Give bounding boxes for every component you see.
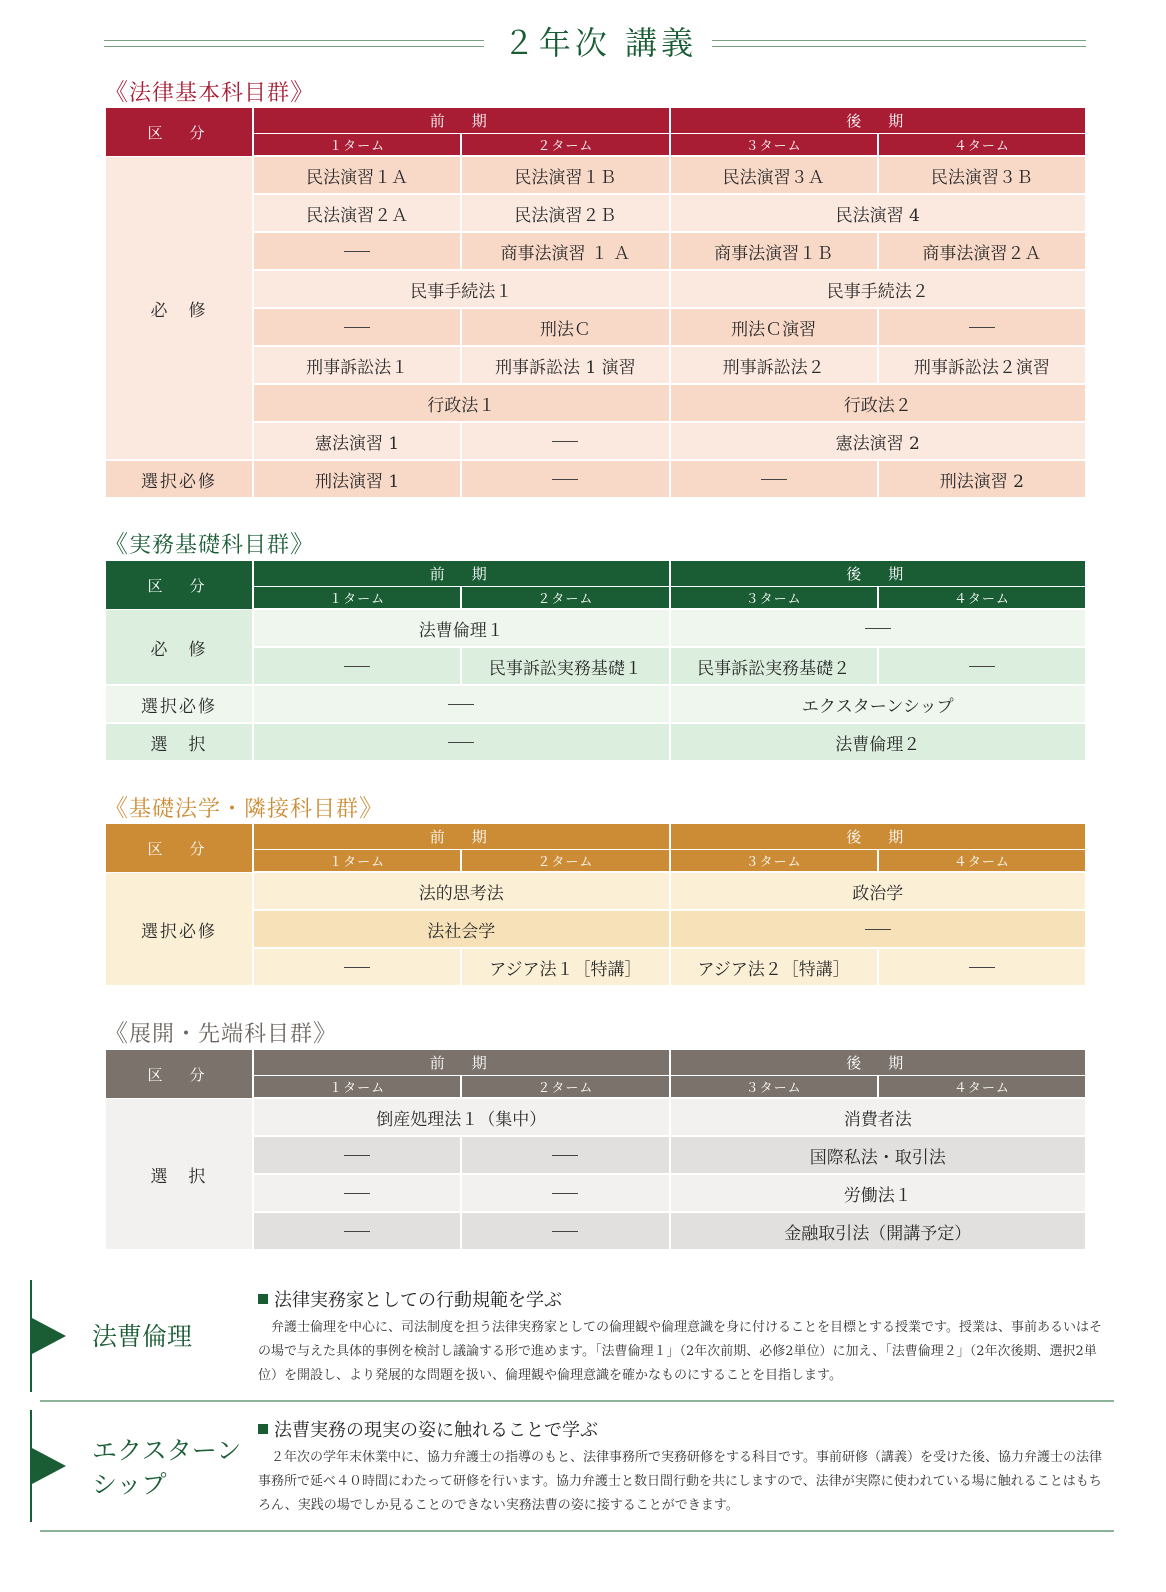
title-rule-right — [712, 40, 1086, 47]
description-heading — [258, 1286, 562, 1312]
table-fundamental-law — [104, 824, 1087, 987]
category-header: 区 分 — [106, 1050, 252, 1099]
section-title: 基礎法学・隣接科目群 — [129, 797, 360, 822]
course-cell: 刑事訴訟法２ — [671, 347, 877, 385]
term-3-header: ３ターム — [671, 587, 877, 610]
course-cell: 法曹倫理２ — [671, 724, 1086, 762]
term-2-header: ２ターム — [462, 587, 668, 610]
empty-cell-dash — [254, 1175, 460, 1213]
dash-mark — [552, 1231, 578, 1232]
section-title: 法律基本科目群 — [129, 81, 291, 106]
table-advanced — [104, 1050, 1087, 1251]
course-cell: 民法演習１Ａ — [254, 157, 460, 195]
section-title: 展開・先端科目群 — [129, 1022, 314, 1047]
course-cell: 商事法演習１Ｂ — [671, 233, 877, 271]
triangle-arrow-icon — [32, 1448, 66, 1484]
bracket-close: 》 — [290, 78, 316, 106]
course-cell: 民法演習２Ａ — [254, 195, 460, 233]
course-cell: 刑法演習 2 — [879, 461, 1085, 499]
page-title-area — [0, 18, 1166, 66]
term-4-header: ４ターム — [879, 587, 1085, 610]
empty-cell-dash — [462, 1213, 668, 1251]
dash-mark — [344, 1231, 370, 1232]
course-cell: 金融取引法（開講予定） — [671, 1213, 1086, 1251]
section-title: 実務基礎科目群 — [129, 533, 291, 558]
dash-mark — [344, 967, 370, 968]
term-1-header: １ターム — [254, 134, 460, 157]
empty-cell-dash — [879, 949, 1085, 987]
empty-cell-dash — [254, 1213, 460, 1251]
course-cell: 倒産処理法１（集中） — [254, 1099, 669, 1137]
dash-mark — [344, 251, 370, 252]
first-half-header: 前 期 — [254, 108, 669, 134]
course-cell: 民法演習３Ｂ — [879, 157, 1085, 195]
category-header: 区 分 — [106, 824, 252, 873]
course-cell: アジア法１［特講］ — [462, 949, 668, 987]
first-half-header: 前 期 — [254, 824, 669, 850]
empty-cell-dash — [879, 648, 1085, 686]
divider — [40, 1400, 1114, 1402]
second-half-header: 後 期 — [671, 561, 1086, 587]
course-name: 法曹倫理 — [92, 1322, 193, 1351]
dash-mark — [448, 704, 474, 705]
course-cell: 刑法演習 1 — [254, 461, 460, 499]
course-cell: 商事法演習 １ Ａ — [462, 233, 668, 271]
empty-cell-dash — [254, 724, 669, 762]
dash-mark — [448, 742, 474, 743]
bracket-open: 《 — [104, 78, 129, 106]
term-2-header: ２ターム — [462, 850, 668, 873]
category-header: 区 分 — [106, 561, 252, 610]
dash-mark — [552, 1193, 578, 1194]
course-cell: 民法演習２Ｂ — [462, 195, 668, 233]
course-cell: 民法演習１Ｂ — [462, 157, 668, 195]
course-cell: 刑法Ｃ演習 — [671, 309, 877, 347]
course-cell: 民事手続法２ — [671, 271, 1086, 309]
term-4-header: ４ターム — [879, 850, 1085, 873]
title-rule-left — [104, 40, 484, 47]
dash-mark — [969, 967, 995, 968]
second-half-header: 後 期 — [671, 108, 1086, 134]
empty-cell-dash — [671, 461, 877, 499]
square-bullet-icon — [258, 1424, 268, 1434]
category-elective-required: 選択必修 — [106, 461, 252, 499]
empty-cell-dash — [254, 648, 460, 686]
first-half-header: 前 期 — [254, 561, 669, 587]
empty-cell-dash — [254, 686, 669, 724]
section-heading-fundamental-law — [104, 788, 384, 823]
course-cell: エクスターンシップ — [671, 686, 1086, 724]
course-cell: 政治学 — [671, 873, 1086, 911]
course-cell: 民事訴訟実務基礎２ — [671, 648, 877, 686]
square-bullet-icon — [258, 1294, 268, 1304]
bracket-close: 》 — [290, 530, 316, 558]
second-half-header: 後 期 — [671, 1050, 1086, 1076]
course-name-line2: シップ — [92, 1470, 167, 1499]
description-externship — [30, 1410, 1114, 1534]
bracket-open: 《 — [104, 1019, 129, 1047]
course-cell: 法曹倫理１ — [254, 610, 669, 648]
term-1-header: １ターム — [254, 1076, 460, 1099]
course-cell: 民法演習 4 — [671, 195, 1086, 233]
dash-mark — [865, 929, 891, 930]
course-cell: 商事法演習２Ａ — [879, 233, 1085, 271]
section-heading-advanced — [104, 1013, 338, 1048]
course-cell: 行政法１ — [254, 385, 669, 423]
page-title: ２年次 講義 — [502, 24, 698, 62]
category-header: 区 分 — [106, 108, 252, 157]
divider — [40, 1530, 1114, 1532]
term-1-header: １ターム — [254, 850, 460, 873]
course-cell: 法的思考法 — [254, 873, 669, 911]
dash-mark — [552, 441, 578, 442]
empty-cell-dash — [254, 949, 460, 987]
empty-cell-dash — [462, 423, 668, 461]
table-practical-basics — [104, 561, 1087, 762]
course-cell: 消費者法 — [671, 1099, 1086, 1137]
course-cell: 刑事訴訟法１ — [254, 347, 460, 385]
triangle-arrow-icon — [32, 1318, 66, 1354]
description-heading — [258, 1416, 598, 1442]
description-body: 弁護士倫理を中心に、司法制度を担う法律実務家としての倫理観や倫理意識を身に付けることを目標とする授業です。授業は、事前あるいはその場で与えた具体的事例を検討し議論する形で進めます。「法曹倫理１」（2年次前期、必修2単位）に加え、「法曹倫理２」（2年次後期、選択2単位）を開設し、より発展的な問題を扱い、倫理観や倫理意識を確かなものにすることを目指します。 — [258, 1320, 1102, 1383]
course-cell: 刑事訴訟法２演習 — [879, 347, 1085, 385]
empty-cell-dash — [671, 911, 1086, 949]
term-4-header: ４ターム — [879, 134, 1085, 157]
dash-mark — [969, 327, 995, 328]
course-cell: 民事手続法１ — [254, 271, 669, 309]
term-3-header: ３ターム — [671, 134, 877, 157]
course-cell: 法社会学 — [254, 911, 669, 949]
term-3-header: ３ターム — [671, 1076, 877, 1099]
category-elective-required: 選択必修 — [106, 686, 252, 724]
dash-mark — [969, 666, 995, 667]
dash-mark — [552, 479, 578, 480]
course-cell: 民法演習３Ａ — [671, 157, 877, 195]
course-cell: 国際私法・取引法 — [671, 1137, 1086, 1175]
term-3-header: ３ターム — [671, 850, 877, 873]
description-body: ２年次の学年末休業中に、協力弁護士の指導のもと、法律事務所で実務研修をする科目です。事前研修（講義）を受けた後、協力弁護士の法律事務所で延べ４０時間にわたって研修を行います。協力弁護士と数日間行動を共にしますので、法律が実際に使われている場に触れることはもちろん、実践の場でしか見ることのできない実務法曹の姿に接することができます。 — [258, 1450, 1102, 1513]
bracket-open: 《 — [104, 794, 129, 822]
course-cell: 刑事訴訟法 1 演習 — [462, 347, 668, 385]
category-required: 必 修 — [106, 610, 252, 686]
term-4-header: ４ターム — [879, 1076, 1085, 1099]
second-half-header: 後 期 — [671, 824, 1086, 850]
course-cell: 労働法１ — [671, 1175, 1086, 1213]
description-legal-ethics — [30, 1280, 1114, 1404]
heading-text: 法律実務家としての行動規範を学ぶ — [274, 1290, 562, 1311]
dash-mark — [552, 1155, 578, 1156]
empty-cell-dash — [462, 1175, 668, 1213]
heading-text: 法曹実務の現実の姿に触れることで学ぶ — [274, 1420, 598, 1441]
empty-cell-dash — [254, 309, 460, 347]
course-cell: 憲法演習 2 — [671, 423, 1086, 461]
bracket-close: 》 — [359, 794, 385, 822]
course-name — [92, 1434, 241, 1502]
term-1-header: １ターム — [254, 587, 460, 610]
term-2-header: ２ターム — [462, 134, 668, 157]
course-cell: 憲法演習 1 — [254, 423, 460, 461]
course-cell: 民事訴訟実務基礎１ — [462, 648, 668, 686]
category-required: 必 修 — [106, 157, 252, 461]
empty-cell-dash — [254, 1137, 460, 1175]
dash-mark — [344, 1155, 370, 1156]
dash-mark — [865, 628, 891, 629]
empty-cell-dash — [879, 309, 1085, 347]
course-cell: 行政法２ — [671, 385, 1086, 423]
term-2-header: ２ターム — [462, 1076, 668, 1099]
first-half-header: 前 期 — [254, 1050, 669, 1076]
course-name-line1: エクスターン — [92, 1436, 242, 1465]
bracket-open: 《 — [104, 530, 129, 558]
category-elective: 選 択 — [106, 1099, 252, 1251]
category-elective-required: 選択必修 — [106, 873, 252, 987]
dash-mark — [344, 1193, 370, 1194]
empty-cell-dash — [462, 1137, 668, 1175]
empty-cell-dash — [462, 461, 668, 499]
section-heading-practical-basics — [104, 524, 315, 559]
course-cell: 刑法Ｃ — [462, 309, 668, 347]
course-cell: アジア法２［特講］ — [671, 949, 877, 987]
bracket-close: 》 — [313, 1019, 339, 1047]
dash-mark — [344, 327, 370, 328]
empty-cell-dash — [254, 233, 460, 271]
category-elective: 選 択 — [106, 724, 252, 762]
empty-cell-dash — [671, 610, 1086, 648]
dash-mark — [761, 479, 787, 480]
section-heading-legal-basics — [104, 72, 315, 107]
table-legal-basics — [104, 108, 1087, 499]
dash-mark — [344, 666, 370, 667]
